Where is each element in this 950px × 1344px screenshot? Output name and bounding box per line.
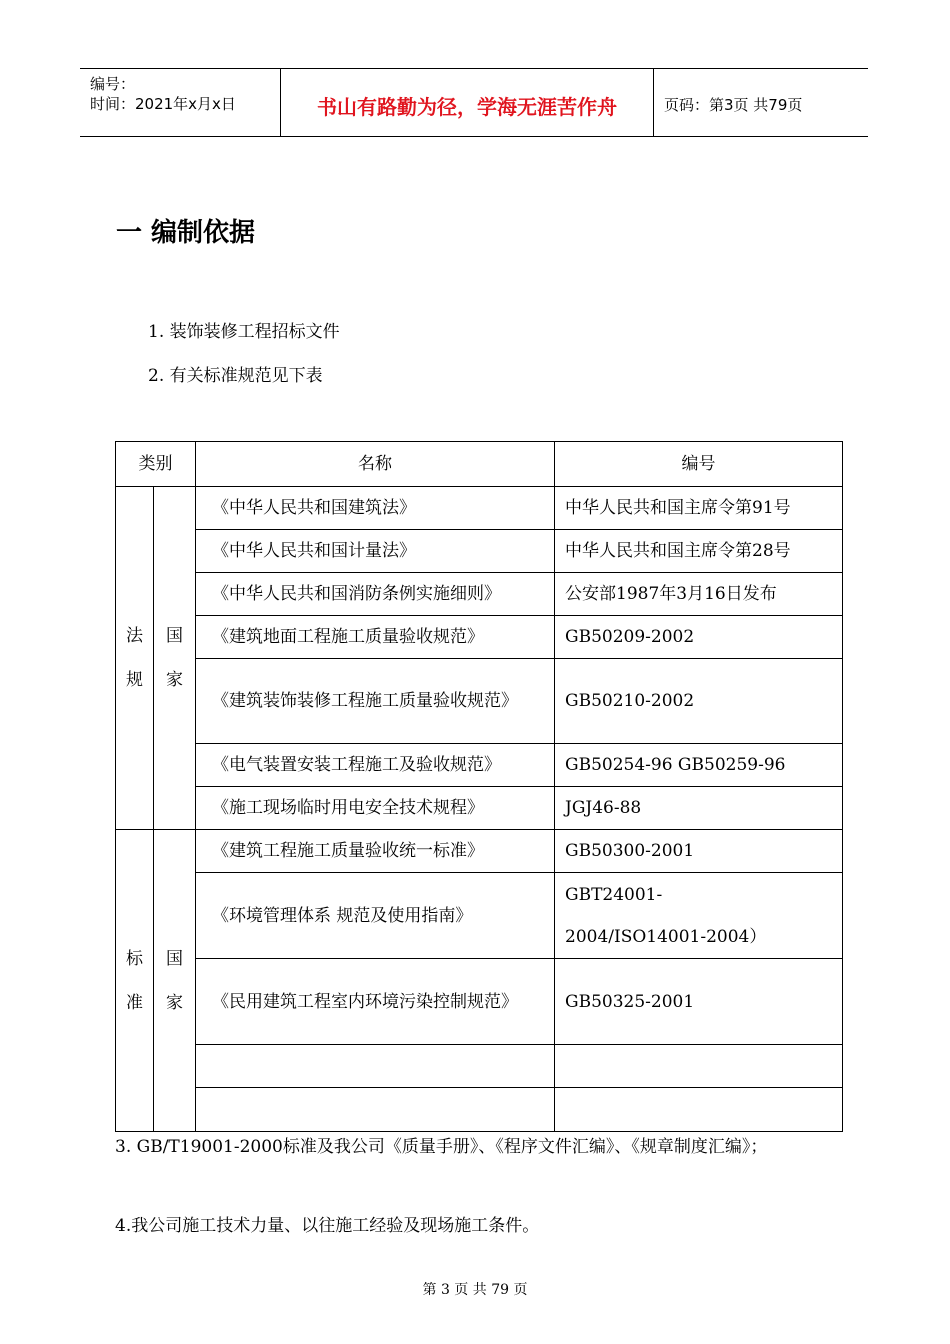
- list-item-2: 2. 有关标准规范见下表: [148, 366, 323, 386]
- row-name: 《民用建筑工程室内环境污染控制规范》: [196, 959, 555, 1045]
- header-right-cell: [654, 69, 868, 136]
- table-row: [116, 573, 843, 616]
- list-item-1: 1. 装饰装修工程招标文件: [148, 322, 340, 342]
- row-name: 《中华人民共和国计量法》: [196, 530, 555, 573]
- subcategory-national: 国 家: [154, 487, 196, 830]
- row-code: GB50325-2001: [555, 959, 843, 1045]
- header-motto: 书山有路勤为径，学海无涯苦作舟: [317, 95, 617, 119]
- row-code: GB50300-2001: [555, 830, 843, 873]
- header-page-info: 页码：第3页 共79页: [664, 96, 803, 114]
- row-name: 《建筑工程施工质量验收统一标准》: [196, 830, 555, 873]
- row-code: GBT24001-2004/ISO14001-2004）: [555, 873, 843, 959]
- table-row: [116, 1045, 843, 1088]
- table-row: [116, 659, 843, 744]
- page-footer: 第 3 页 共 79 页: [422, 1282, 528, 1298]
- paragraph-4: 4.我公司施工技术力量、以往施工经验及现场施工条件。: [115, 1216, 540, 1236]
- row-name: 《电气装置安装工程施工及验收规范》: [196, 744, 555, 787]
- section-title: 一 编制依据: [116, 218, 256, 248]
- header-code: 编号: [555, 442, 843, 487]
- row-code: GB50209-2002: [555, 616, 843, 659]
- table-row: [116, 873, 843, 959]
- page-header: [80, 68, 868, 137]
- header-name: 名称: [196, 442, 555, 487]
- row-code: [555, 1045, 843, 1088]
- doc-number-label: 编号：: [90, 75, 136, 93]
- row-name: 《施工现场临时用电安全技术规程》: [196, 787, 555, 830]
- table-row: [116, 744, 843, 787]
- row-name: 《建筑装饰装修工程施工质量验收规范》: [196, 659, 555, 744]
- row-code: JGJ46-88: [555, 787, 843, 830]
- doc-date-label: 时间：2021年x月x日: [90, 95, 236, 113]
- row-code: GB50254-96 GB50259-96: [555, 744, 843, 787]
- category-law: 法 规: [116, 487, 154, 830]
- header-left-cell: [80, 69, 281, 136]
- row-name: 《环境管理体系 规范及使用指南》: [196, 873, 555, 959]
- paragraph-3: 3. GB/T19001-2000标准及我公司《质量手册》、《程序文件汇编》、《规章制度汇编》；: [115, 1137, 768, 1157]
- row-code: 公安部1987年3月16日发布: [555, 573, 843, 616]
- table-row: [116, 530, 843, 573]
- table-row: [116, 959, 843, 1045]
- row-name: 《中华人民共和国建筑法》: [196, 487, 555, 530]
- row-code: GB50210-2002: [555, 659, 843, 744]
- table-header-row: [116, 442, 843, 487]
- standards-table: [115, 441, 843, 1132]
- header-category: 类别: [116, 442, 196, 487]
- header-center-cell: [281, 69, 654, 136]
- row-name: 《建筑地面工程施工质量验收规范》: [196, 616, 555, 659]
- row-code: 中华人民共和国主席令第28号: [555, 530, 843, 573]
- row-name: [196, 1045, 555, 1088]
- row-name: 《中华人民共和国消防条例实施细则》: [196, 573, 555, 616]
- subcategory-national: 国 家: [154, 830, 196, 1132]
- table-row: [116, 616, 843, 659]
- table-row: [116, 787, 843, 830]
- table-row: [116, 487, 843, 530]
- row-code: 中华人民共和国主席令第91号: [555, 487, 843, 530]
- category-standard: 标 准: [116, 830, 154, 1132]
- table-row: [116, 830, 843, 873]
